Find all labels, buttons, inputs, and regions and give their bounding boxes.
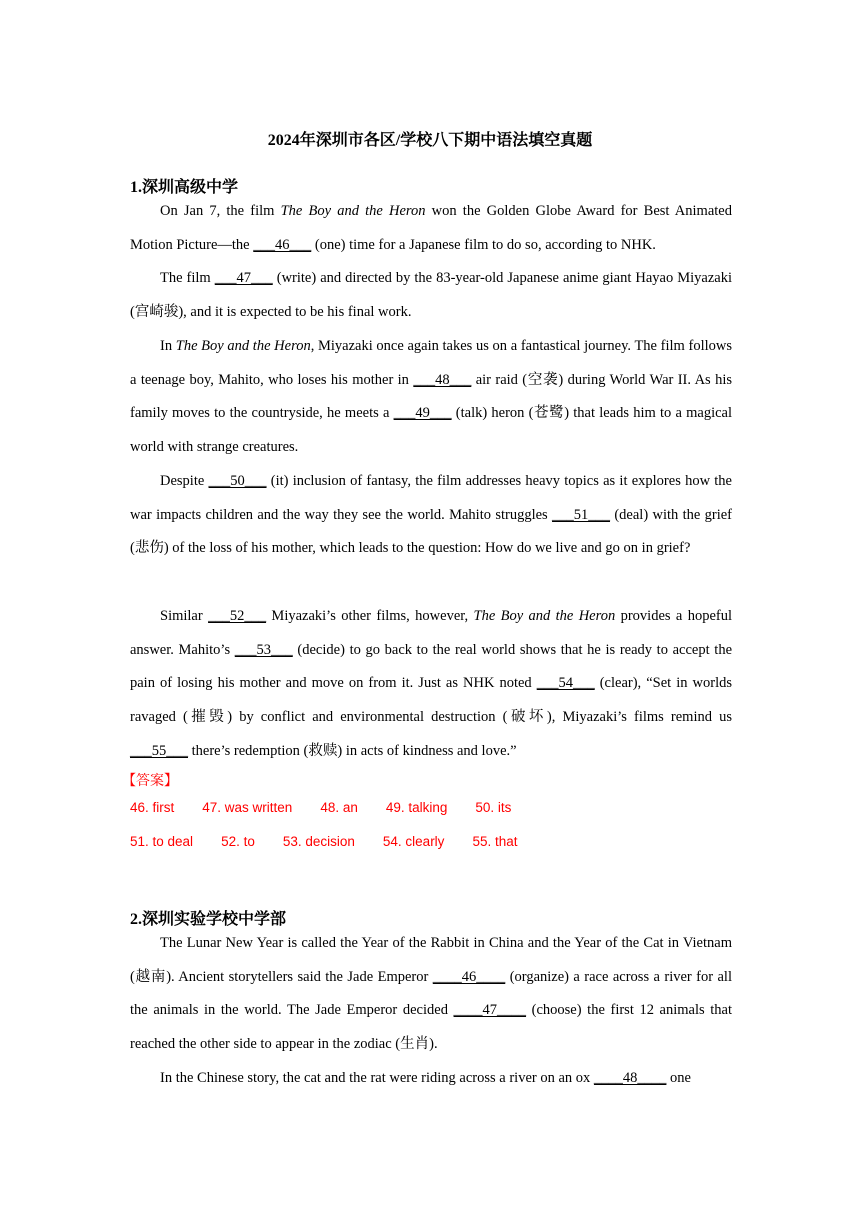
blank-48[interactable]: ___48___ (413, 371, 472, 388)
s1-paragraph-5: Similar ___52___ Miyazaki’s other films, however, The Boy and the Heron provides a hopeful answer. Mahito’s ___53___ (decide) to go back to the real world shows that he is ready to accept the pain of losing his mother and move on from it. Just as NHK noted ___54___ (clear), “Set in worlds ravaged (摧毁) by conflict and environmental destruction (破坏), Miyazaki’s films remind us ___55___ there’s redemption (救赎) in acts of kindness and love.” (130, 608, 733, 759)
answer-item: 53. decision (282, 834, 355, 849)
answer-item: 51. to deal (130, 834, 194, 849)
blank-53[interactable]: ___53___ (234, 641, 293, 658)
answer-item: 47. was written (202, 800, 293, 815)
blank-47[interactable]: ____47____ (453, 1002, 527, 1019)
answer-item: 50. its (475, 800, 512, 815)
blank-47[interactable]: ___47___ (214, 270, 273, 286)
answer-heading: 【答案】 (122, 773, 178, 789)
answer-item: 52. to (221, 834, 255, 849)
blank-49[interactable]: ___49___ (393, 405, 452, 422)
s1-paragraph-2: The film ___47___ (write) and directed by the 83-year-old Japanese anime giant Hayao Miyazaki (宫崎骏), and it is expected to be his final work. (130, 270, 732, 320)
s2-paragraph-2: In the Chinese story, the cat and the rat were riding across a river on an ox ____48____ one (160, 1070, 691, 1086)
answer-item: 49. talking (385, 800, 448, 815)
section-heading-2: 2.深圳实验学校中学部 (130, 911, 287, 928)
answer-row-1 (130, 800, 539, 815)
blank-55[interactable]: ___55___ (130, 742, 188, 759)
s1-paragraph-4: Despite ___50___ (it) inclusion of fantasy, the film addresses heavy topics as it explores how the war impacts children and the way they see the world. Mahito struggles ___51___ (deal) with the grief (悲伤) of the loss of his mother, which leads to the question: How do we live and go on in grief? (130, 473, 733, 557)
answer-item: 46. first (130, 800, 175, 815)
blank-46[interactable]: ___46___ (253, 236, 312, 253)
blank-50[interactable]: ___50___ (208, 473, 267, 489)
s1-paragraph-3: In The Boy and the Heron, Miyazaki once again takes us on a fantastical journey. The film follows a teenage boy, Mahito, who loses his mother in ___48___ air raid (空袭) during World War II. As his family moves to the countryside, he meets a ___49___ (talk) heron (苍鹭) that leads him to a magical world with strange creatures. (130, 338, 732, 456)
blank-48[interactable]: ____48____ (593, 1070, 667, 1086)
s2-paragraph-1: The Lunar New Year is called the Year of the Rabbit in China and the Year of the Cat in Vietnam (越南). Ancient storytellers said the Jade Emperor ____46____ (organize) a race across a river for all the animals in the world. The Jade Emperor decided ____47____ (choose) the first 12 animals that reached the other side to appear in the zodiac (生肖). (130, 935, 732, 1053)
answer-item: 55. that (472, 834, 518, 849)
answer-item: 54. clearly (382, 834, 445, 849)
section-heading-1: 1.深圳高级中学 (130, 179, 239, 196)
answer-item: 48. an (320, 800, 358, 815)
blank-54[interactable]: ___54___ (536, 675, 595, 692)
blank-51[interactable]: ___51___ (552, 506, 611, 523)
blank-52[interactable]: ___52___ (208, 608, 267, 624)
s1-paragraph-1: On Jan 7, the film The Boy and the Heron won the Golden Globe Award for Best Animated Motion Picture—the ___46___ (one) time for a Japanese film to do so, according to NHK. (130, 203, 732, 253)
answer-row-2 (130, 834, 545, 849)
page-title: 2024年深圳市各区/学校八下期中语法填空真题 (267, 132, 593, 149)
blank-46[interactable]: ____46____ (432, 968, 506, 985)
